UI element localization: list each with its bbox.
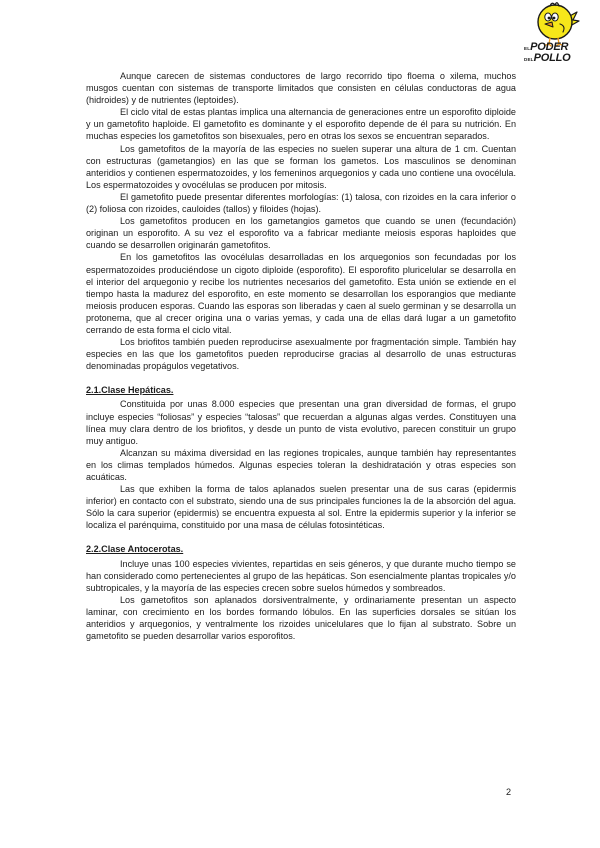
- paragraph: Los gametofitos son aplanados dorsiventralmente, y ordinariamente presentan un aspecto laminar, con crecimiento en los bordes formando lóbulos. En las superficies dorsales se sitúan los anteridios y arquegonios, y ventralmente los rizoides unicelulares que lo fijan al substrato. Sobre un gametofito se pueden desarrollar varios esporofitos.: [86, 594, 516, 642]
- paragraph: El gametofito puede presentar diferentes morfologías: (1) talosa, con rizoides en la cara inferior o (2) foliosa con rizoides, cauloides (tallos) y filoides (hojas).: [86, 191, 516, 215]
- spacer: [86, 531, 516, 543]
- paragraph: Alcanzan su máxima diversidad en las regiones tropicales, aunque también hay representantes en los climas templados húmedos. Algunas especies toleran la deshidratación y otras especies son acuáticas.: [86, 447, 516, 482]
- logo-word-del: DEL: [524, 57, 534, 62]
- paragraph: Los briofitos también pueden reproducirse asexualmente por fragmentación simple. También hay especies en las que los gametofitos pueden reproducirse gracias al desarrollo de unas estructuras denominadas propágulos vegetativos.: [86, 337, 516, 372]
- logo-word-el: EL: [524, 46, 531, 51]
- paragraph: Los gametofitos producen en los gametangios gametos que cuando se unen (fecundación) originan un esporofito. A su vez el esporofito va a fabricar mediante meiosis esporas haploides que cuando se desarrollen originarán gametofitos.: [86, 216, 516, 251]
- paragraph: El ciclo vital de estas plantas implica una alternancia de generaciones entre un esporofito diploide y un gametofito haploide. El gametofito es dominante y el esporofito depende de él para su nutrición. En muchas especies los gametofitos son bisexuales, pero en otras los sexos se encuentran separados.: [86, 107, 516, 142]
- paragraph: Incluye unas 100 especies vivientes, repartidas en seis géneros, y que durante mucho tiempo se han considerado como pertenecientes al grupo de las hepáticas. Son esencialmente plantas tropicales y/o subtropicales, y la mayoría de las especies crecen sobre suelos húmedos y sombreados.: [86, 558, 516, 593]
- page-number: 2: [506, 787, 512, 797]
- section-heading-hepaticas: 2.1.Clase Hepáticas.: [86, 385, 174, 396]
- logo-word-poder: PODER: [530, 41, 569, 53]
- paragraph: En los gametofitos las ovocélulas desarrolladas en los arquegonios son fecundadas por los espermatozoides produciéndose un cigoto diploide (esporofito). El esporofito pluricelular se desarrolla en el interior del arquegonio y recibe los nutrientes necesarios del gametofito. Esta unión se extiende en el tiempo hasta la madurez del esporofito, en este momento se desarrollan los esporangios que mediante meiosis producen esporas. Cuando las esporas son liberadas y caen al suelo germinan y se desarrolla un protonema, que al crecer origina una o varias yemas, y cada una de ellas dará lugar a un gametofito cerrando de esta forma el ciclo vital.: [86, 252, 516, 335]
- logo-word-pollo: POLLO: [533, 52, 571, 64]
- spacer: [86, 372, 516, 384]
- paragraph: Los gametofitos de la mayoría de las especies no suelen superar una altura de 1 cm. Cuentan con estructuras (gametangios) en las que se forman los gametos. Los masculinos se denominan anteridios y contienen espermatozoides, y los femeninos arquegonios y cada uno contiene una ovocélula. Los espermatozoides y ovocélulas se producen por mitosis.: [86, 143, 516, 190]
- paragraph: Aunque carecen de sistemas conductores de largo recorrido tipo floema o xilema, muchos musgos cuentan con sistemas de transporte limitados que consisten en células conductoras de agua (hidroides) y de nutrientes (leptoides).: [86, 71, 516, 106]
- paragraph: Constituida por unas 8.000 especies que presentan una gran diversidad de formas, el grupo incluye especies “foliosas” y especies “talosas” que recuerdan a algunas algas verdes. Constituyen una línea muy clara dentro de los briofitos, y desde un punto de vista evolutivo, parecen constituir un grupo muy antiguo.: [86, 399, 516, 446]
- el-poder-del-pollo-logo: [522, 0, 582, 72]
- document-body: [86, 70, 516, 642]
- section-heading-antocerotas: 2.2.Clase Antocerotas.: [86, 544, 184, 555]
- paragraph: Las que exhiben la forma de talos aplanados suelen presentar una de sus caras (epidermis inferior) en contacto con el substrato, siendo una de sus principales funciones la de la absorción del agua. Sólo la cara superior (epidermis) se encuentra expuesta al sol. Entre la epidermis superior y la inferior se localiza el parénquima, constituido por una masa de células fotosintéticas.: [86, 484, 516, 531]
